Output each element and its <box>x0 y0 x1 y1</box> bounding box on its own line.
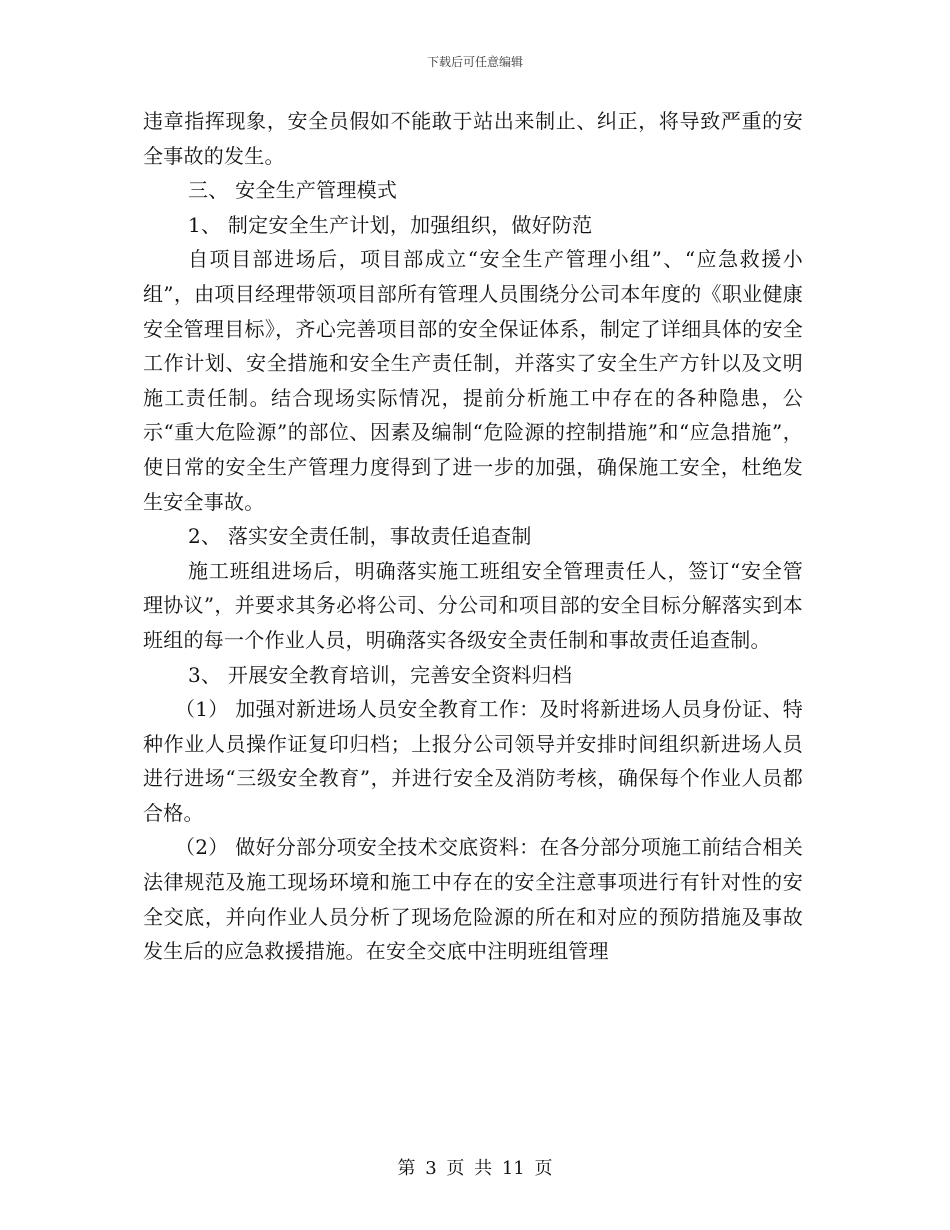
paragraph-responsibility: 施工班组进场后，明确落实施工班组安全管理责任人，签订“安全管理协议”，并要求其务必将公司、分公司和项目部的安全目标分解落实到本班组的每一个作业人员，明确落实各级安全责任制和事故责任追查制。 <box>143 558 803 652</box>
document-body <box>143 104 803 969</box>
paragraph-item-1: （1） 加强对新进场人员安全教育工作：及时将新进场人员身份证、特种作业人员操作证复印归档；上报分公司领导并安排时间组织新进场人员进行进场“三级安全教育”，并进行安全及消防考核，确保每个作业人员都合格。 <box>143 697 803 825</box>
subheading-2: 2、 落实安全责任制，事故责任追查制 <box>188 524 532 549</box>
paragraph-item-2: （2） 做好分部分项安全技术交底资料：在各分部分项施工前结合相关法律规范及施工现场环境和施工中存在的安全注意事项进行有针对性的安全交底，并向作业人员分析了现场危险源的所在和对应的预防措施及事故发生后的应急救援措施。在安全交底中注明班组管理 <box>143 835 803 964</box>
subheading-1: 1、 制定安全生产计划，加强组织，做好防范 <box>188 212 593 237</box>
page-header: 下载后可任意编辑 <box>426 55 523 69</box>
section-heading-3: 三、 安全生产管理模式 <box>188 178 398 203</box>
paragraph-safety-plan: 自项目部进场后，项目部成立“安全生产管理小组”、“应急救援小组”，由项目经理带领项目部所有管理人员围绕分公司本年度的《职业健康安全管理目标》，齐心完善项目部的安全保证体系，制定了详细具体的安全工作计划、安全措施和安全生产责任制，并落实了安全生产方针以及文明施工责任制。结合现场实际情况，提前分析施工中存在的各种隐患，公示“重大危险源”的部位、因素及编制“危险源的控制措施”和“应急措施”，使日常的安全生产管理力度得到了进一步的加强，确保施工安全，杜绝发生安全事故。 <box>143 247 803 514</box>
subheading-3: 3、 开展安全教育培训，完善安全资料归档 <box>188 662 573 687</box>
paragraph-continuation: 违章指挥现象，安全员假如不能敢于站出来制止、纠正，将导致严重的安全事故的发生。 <box>143 109 803 168</box>
page-number-footer: 第 3 页 共 11 页 <box>397 1158 553 1179</box>
